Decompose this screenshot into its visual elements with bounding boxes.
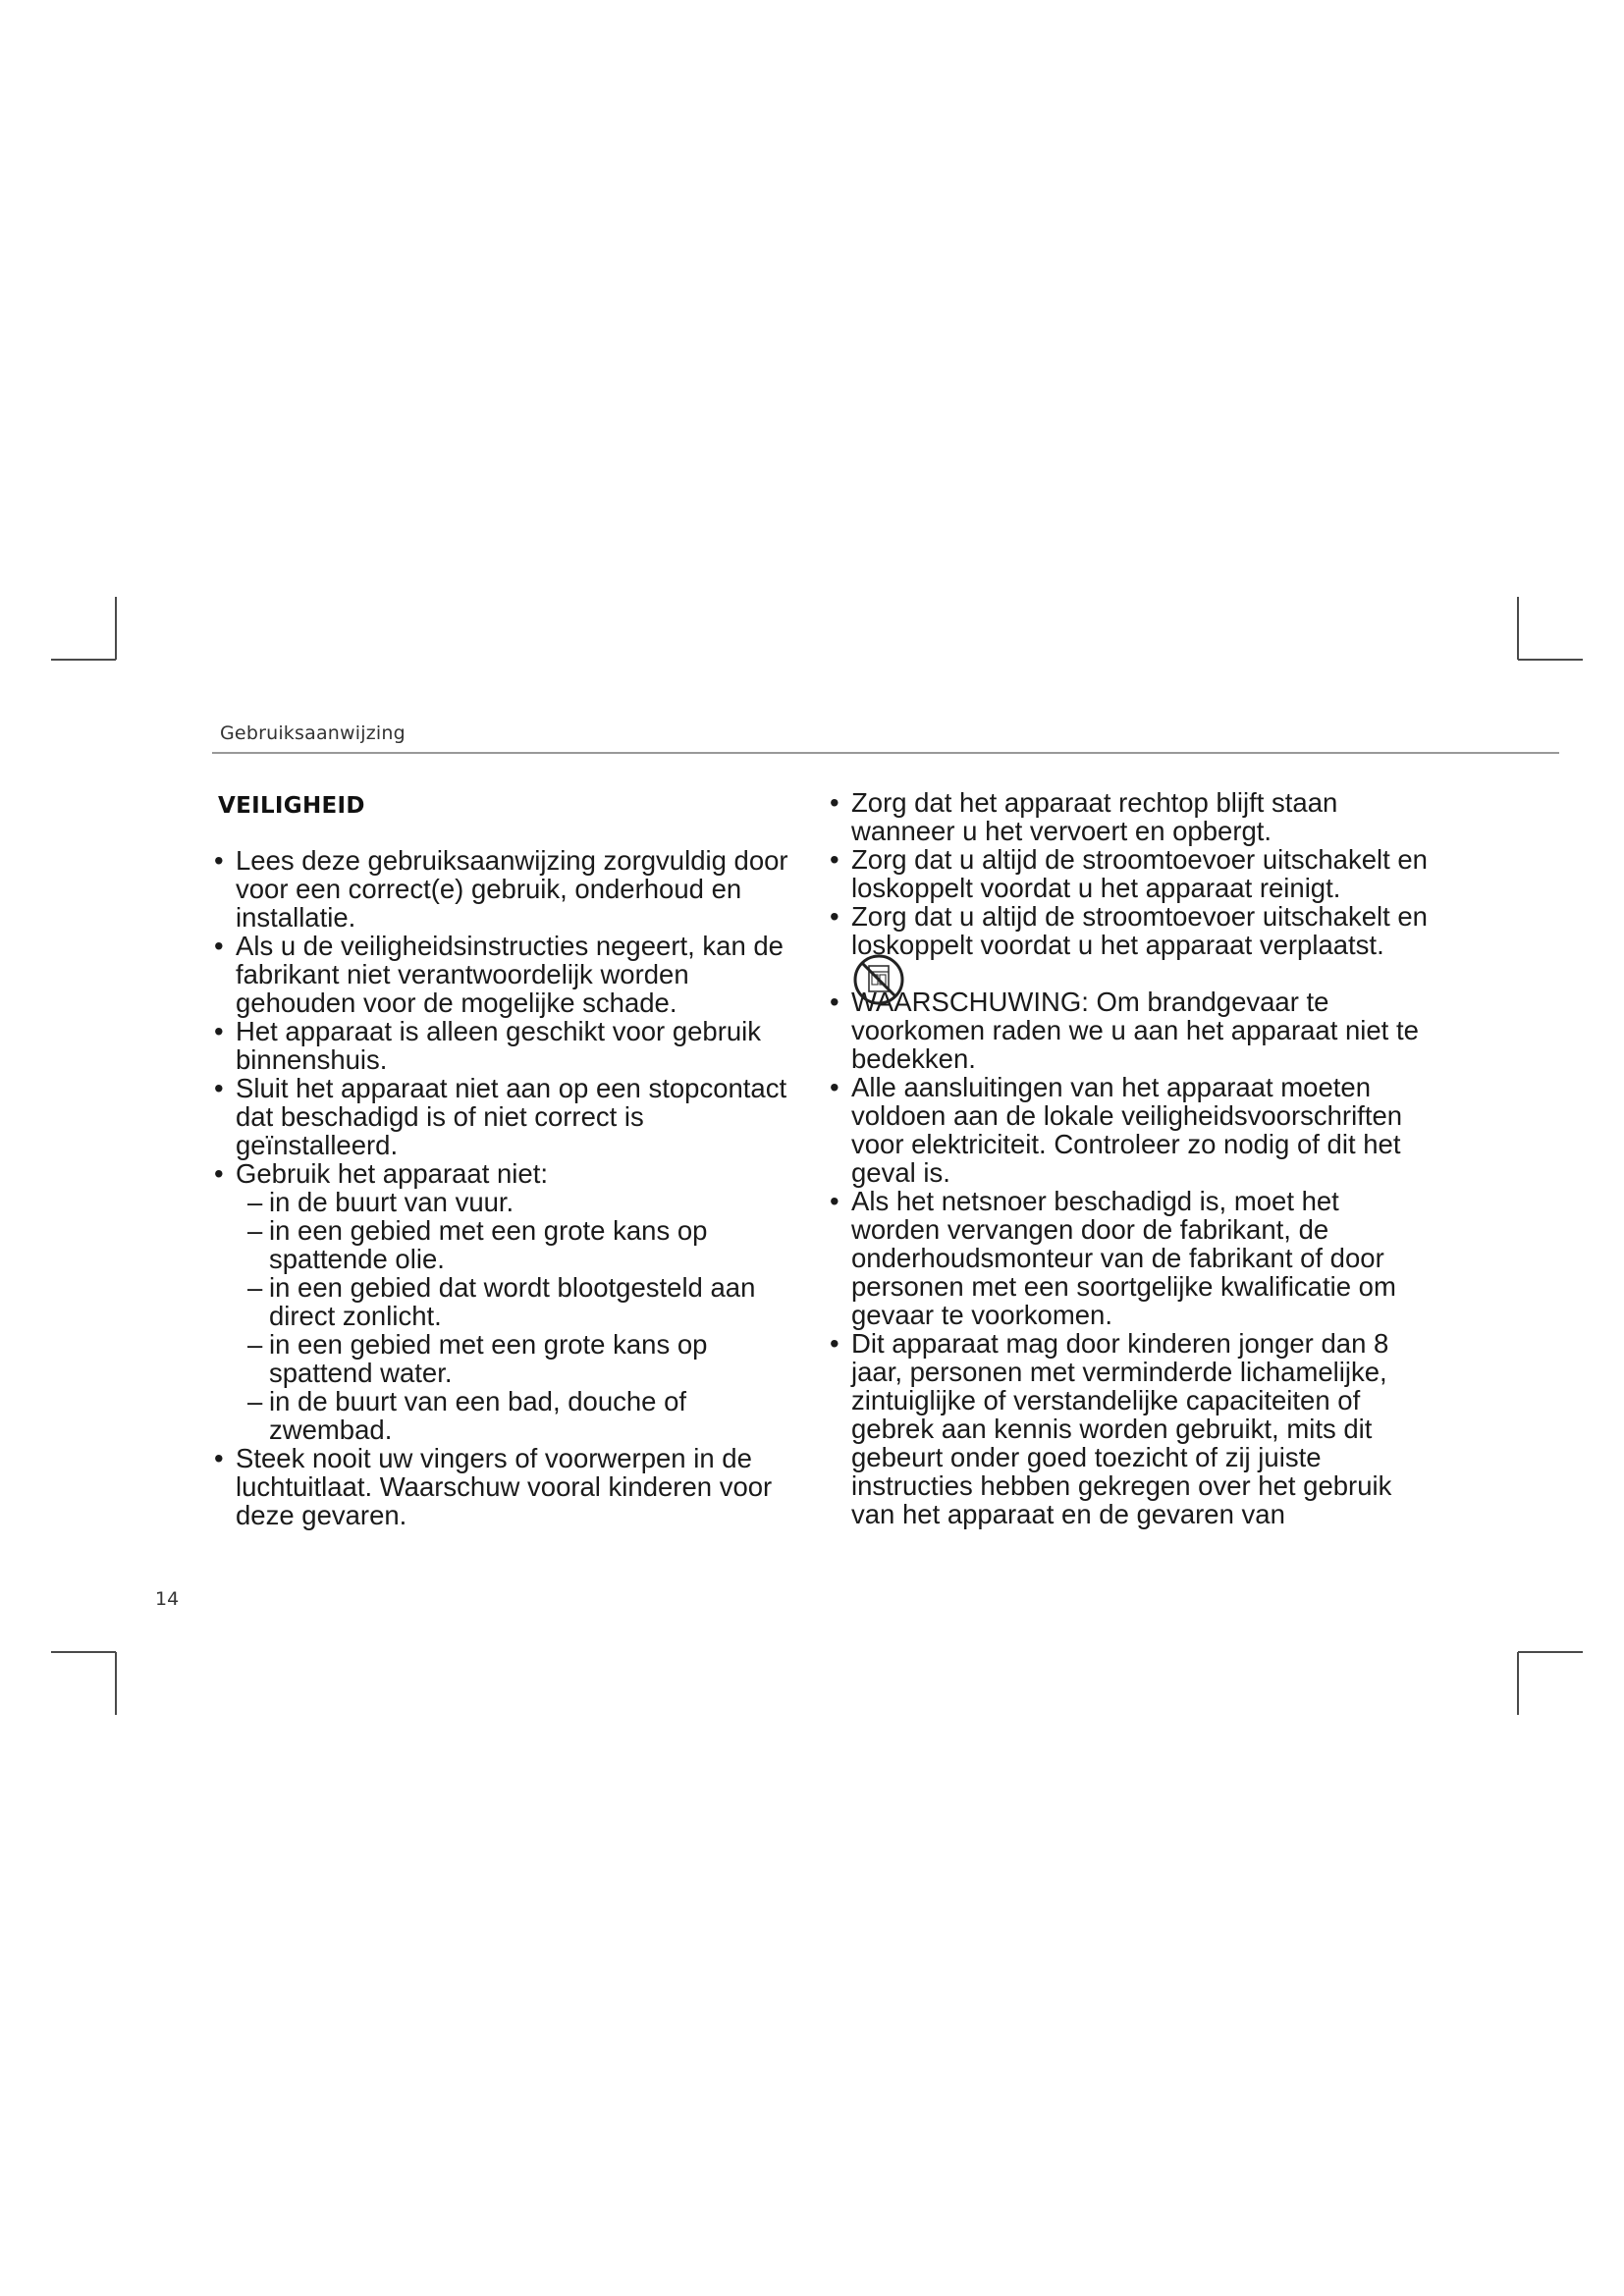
list-item [828, 788, 1432, 845]
sub-list-item-text: in een gebied dat wordt blootgesteld aan direct zonlicht. [269, 1272, 756, 1331]
sub-list-item-text: in een gebied met een grote kans op spattende olie. [269, 1215, 708, 1274]
bullet: • [214, 1016, 224, 1046]
bullet: • [214, 1073, 224, 1103]
sub-list-item-text: in een gebied met een grote kans op spattend water. [269, 1329, 708, 1388]
dash: – [247, 1329, 263, 1360]
list-item [212, 1017, 811, 1074]
list-item [828, 845, 1432, 902]
list-item-text: Het apparaat is alleen geschikt voor gebruik binnenshuis. [236, 1016, 762, 1075]
list-item-text: Dit apparaat mag door kinderen jonger dan 8 jaar, personen met verminderde lichamelijke, zintuiglijke of verstandelijke capaciteiten of gebrek aan kennis worden gebruikt, mits dit gebeurt onder goed toezicht of zij juiste instructies hebben gekregen over het gebruik van het apparaat en de gevaren van [851, 1328, 1392, 1529]
list-item [212, 1444, 811, 1529]
dash: – [247, 1272, 263, 1303]
running-header: Gebruiksaanwijzing [220, 722, 406, 744]
list-item-text: Zorg dat u altijd de stroomtoevoer uitschakelt en loskoppelt voordat u het apparaat reinigt. [851, 844, 1428, 903]
bullet: • [830, 901, 839, 932]
bullet: • [830, 1328, 839, 1359]
list-item-text: Alle aansluitingen van het apparaat moeten voldoen aan de lokale veiligheidsvoorschriften voor elektriciteit. Controleer zo nodig of dit het geval is. [851, 1072, 1403, 1188]
sub-list-item-text: in de buurt van een bad, douche of zwembad. [269, 1386, 687, 1445]
sub-list-item [212, 1188, 811, 1216]
sub-list-item-text: in de buurt van vuur. [269, 1187, 514, 1217]
list-item-text: Zorg dat het apparaat rechtop blijft staan wanneer u het vervoert en opbergt. [851, 787, 1338, 846]
list-item-text: Gebruik het apparaat niet: [236, 1158, 548, 1189]
spacer [828, 959, 1432, 988]
list-item [212, 1074, 811, 1159]
bullet: • [214, 1443, 224, 1473]
page-number: 14 [155, 1588, 180, 1610]
list-item [212, 846, 811, 932]
sub-list-item [212, 1330, 811, 1387]
do-not-cover-icon [851, 952, 906, 1007]
list-item [212, 932, 811, 1017]
bullet: • [830, 844, 839, 875]
list-item [828, 902, 1432, 959]
list-item-text: WAARSCHUWING: Om brandgevaar te voorkomen raden we u aan het apparaat niet te bedekken. [851, 987, 1419, 1074]
list-item-text: Als het netsnoer beschadigd is, moet het worden vervangen door de fabrikant, de onderhoudsmonteur van de fabrikant of door personen met een soortgelijke kwalificatie om gevaar te voorkomen. [851, 1186, 1396, 1330]
list-item-text: Als u de veiligheidsinstructies negeert, kan de fabrikant niet verantwoordelijk worden gehouden voor de mogelijke schade. [236, 931, 784, 1018]
list-item-text: Sluit het apparaat niet aan op een stopcontact dat beschadigd is of niet correct is geïnstalleerd. [236, 1073, 787, 1160]
list-item-warning [828, 988, 1432, 1073]
left-column [212, 846, 811, 1529]
right-column [828, 788, 1432, 1528]
list-item [828, 1187, 1432, 1329]
list-item [828, 1073, 1432, 1187]
list-item [828, 1329, 1432, 1528]
dash: – [247, 1215, 263, 1246]
list-item [212, 1159, 811, 1188]
section-title: VEILIGHEID [218, 793, 365, 819]
header-rule [212, 752, 1559, 754]
bullet: • [214, 845, 224, 876]
sub-list-item [212, 1273, 811, 1330]
list-item-text: Steek nooit uw vingers of voorwerpen in de luchtuitlaat. Waarschuw vooral kinderen voor deze gevaren. [236, 1443, 773, 1530]
list-item-text: Zorg dat u altijd de stroomtoevoer uitschakelt en loskoppelt voordat u het apparaat verplaatst. [851, 901, 1428, 960]
dash: – [247, 1386, 263, 1416]
bullet: • [214, 1158, 224, 1189]
bullet: • [214, 931, 224, 961]
bullet: • [830, 1186, 839, 1216]
list-item-text: Lees deze gebruiksaanwijzing zorgvuldig door voor een correct(e) gebruik, onderhoud en installatie. [236, 845, 788, 933]
bullet: • [830, 1072, 839, 1102]
bullet: • [830, 787, 839, 818]
sub-list-item [212, 1387, 811, 1444]
bullet: • [830, 987, 839, 1017]
sub-list-item [212, 1216, 811, 1273]
dash: – [247, 1187, 263, 1217]
